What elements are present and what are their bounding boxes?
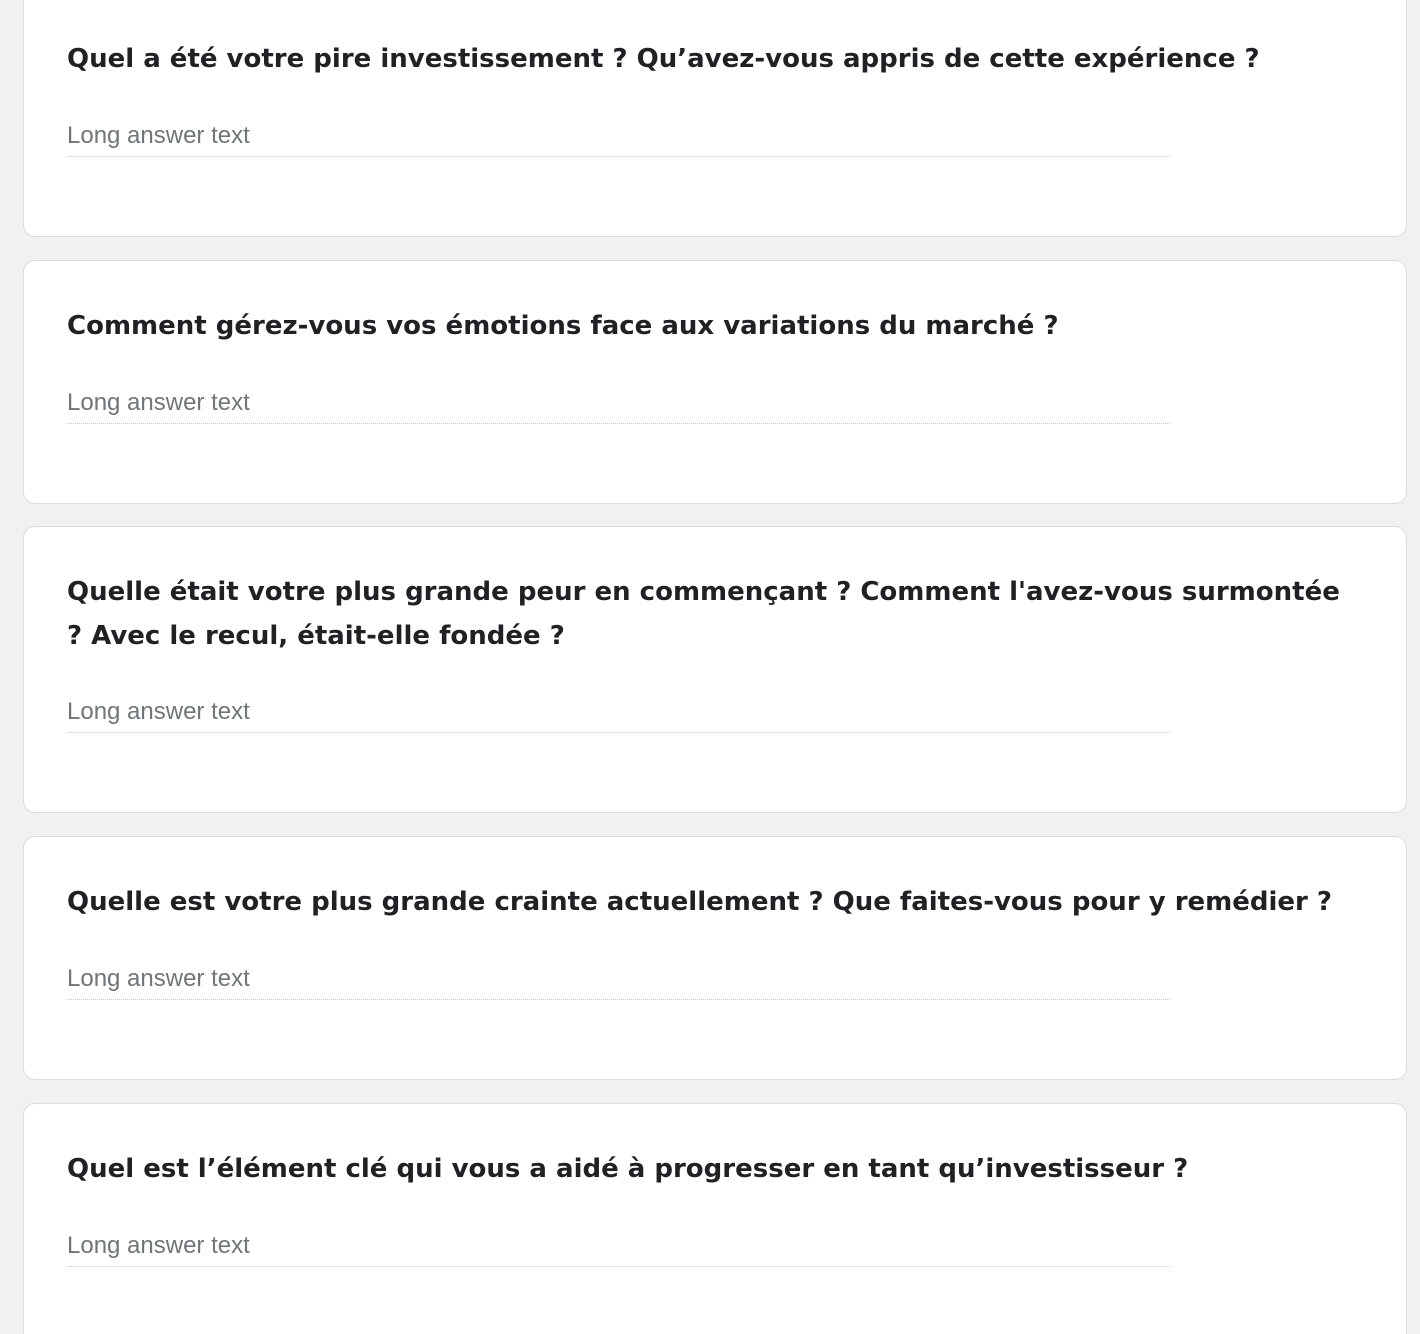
question-card [23, 0, 1407, 237]
long-answer-field[interactable] [67, 118, 1170, 157]
answer-placeholder: Long answer text [67, 698, 250, 725]
answer-placeholder: Long answer text [67, 122, 250, 149]
long-answer-field[interactable] [67, 385, 1170, 424]
question-title: Comment gérez-vous vos émotions face aux variations du marché ? [67, 311, 1059, 341]
question-title: Quel a été votre pire investissement ? Qu’avez-vous appris de cette expérience ? [67, 44, 1260, 74]
question-card [23, 1103, 1407, 1334]
question-title: Quelle était votre plus grande peur en commençant ? Comment l'avez-vous surmontée ? Avec le recul, était-elle fondée ? [67, 577, 1340, 651]
question-card [23, 836, 1407, 1080]
question-title: Quel est l’élément clé qui vous a aidé à progresser en tant qu’investisseur ? [67, 1154, 1189, 1184]
long-answer-field[interactable] [67, 694, 1170, 733]
long-answer-field[interactable] [67, 961, 1170, 1000]
long-answer-field[interactable] [67, 1228, 1170, 1267]
answer-placeholder: Long answer text [67, 389, 250, 416]
question-card [23, 526, 1407, 813]
question-card [23, 260, 1407, 504]
answer-placeholder: Long answer text [67, 965, 250, 992]
question-title: Quelle est votre plus grande crainte actuellement ? Que faites-vous pour y remédier ? [67, 887, 1332, 917]
answer-placeholder: Long answer text [67, 1232, 250, 1259]
